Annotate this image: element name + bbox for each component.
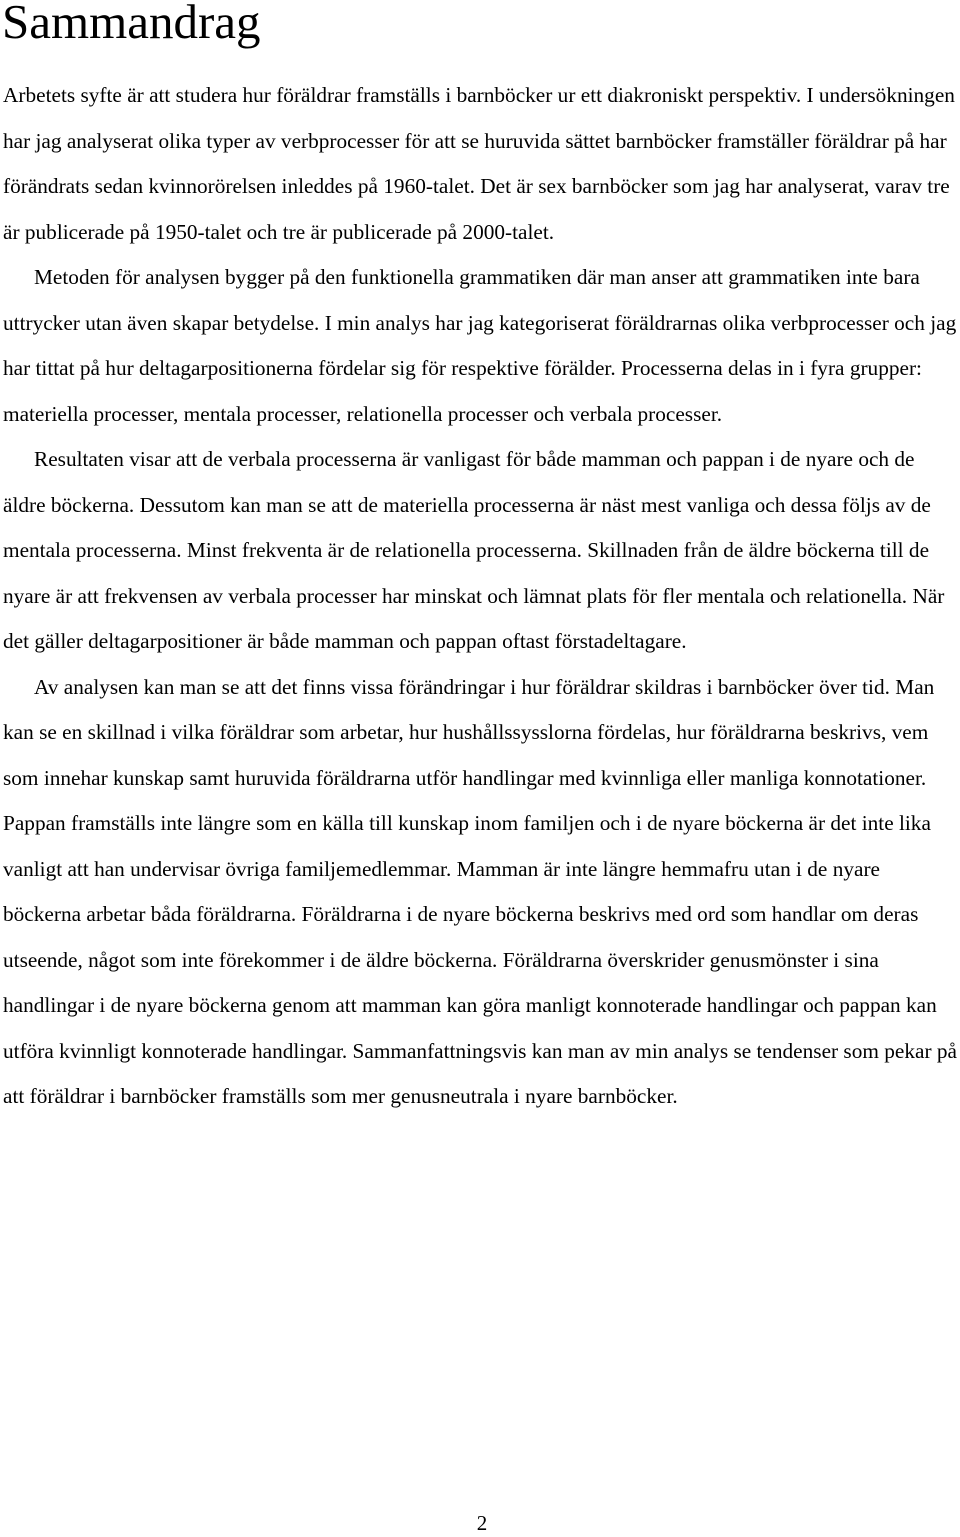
paragraph-conclusion: Av analysen kan man se att det finns vissa förändringar i hur föräldrar skildras i barnböcker över tid. Man kan se en skillnad i vilka föräldrar som arbetar, hur hushållssysslorna fördelas, hur föräldrarna beskrivs, vem som innehar kunskap samt huruvida föräldrarna utför handlingar med kvinnliga eller manliga konnotationer. Pappan framställs inte längre som en källa till kunskap inom familjen och i de nyare böckerna är det inte lika vanligt att han undervisar övriga familjemedlemmar. Mamman är inte längre hemmafru utan i de nyare böckerna arbetar båda föräldrarna. Föräldrarna i de nyare böckerna beskrivs med ord som handlar om deras utseende, något som inte förekommer i de äldre böckerna. Föräldrarna överskrider genusmönster i sina handlingar i de nyare böckerna genom att mamman kan göra manligt konnoterade handlingar och pappan kan utföra kvinnligt konnoterade handlingar. Sammanfattningsvis kan man av min analys se tendenser som pekar på att föräldrar i barnböcker framställs som mer genusneutrala i nyare barnböcker. bbox=[3, 674, 957, 1108]
page-title: Sammandrag bbox=[2, 0, 261, 49]
paragraph-method: Metoden för analysen bygger på den funktionella grammatiken där man anser att grammatiken inte bara uttrycker utan även skapar betydelse. I min analys har jag kategoriserat föräldrarnas olika verbprocesser och jag har tittat på hur deltagarpositionerna fördelar sig för respektive förälder. Processerna delas in i fyra grupper: materiella processer, mentala processer, relationella processer och verbala processer. bbox=[3, 265, 957, 426]
abstract-body bbox=[3, 73, 960, 1120]
page-number: 2 bbox=[476, 1511, 488, 1535]
paragraph-purpose: Arbetets syfte är att studera hur föräldrar framställs i barnböcker ur ett diakroniskt perspektiv. I undersökningen har jag analyserat olika typer av verbprocesser för att se huruvida sättet barnböcker framställer föräldrar på har förändrats sedan kvinnorörelsen inleddes på 1960-talet. Det är sex barnböcker som jag har analyserat, varav tre är publicerade på 1950-talet och tre är publicerade på 2000-talet. bbox=[3, 83, 955, 244]
paragraph-results: Resultaten visar att de verbala processerna är vanligast för både mamman och pappan i de nyare och de äldre böckerna. Dessutom kan man se att de materiella processerna är näst mest vanliga och dessa följs av de mentala processerna. Minst frekventa är de relationella processerna. Skillnaden från de äldre böckerna till de nyare är att frekvensen av verbala processer har minskat och lämnat plats för fler mentala och relationella. När det gäller deltagarpositioner är både mamman och pappan oftast förstadeltagare. bbox=[3, 447, 945, 653]
